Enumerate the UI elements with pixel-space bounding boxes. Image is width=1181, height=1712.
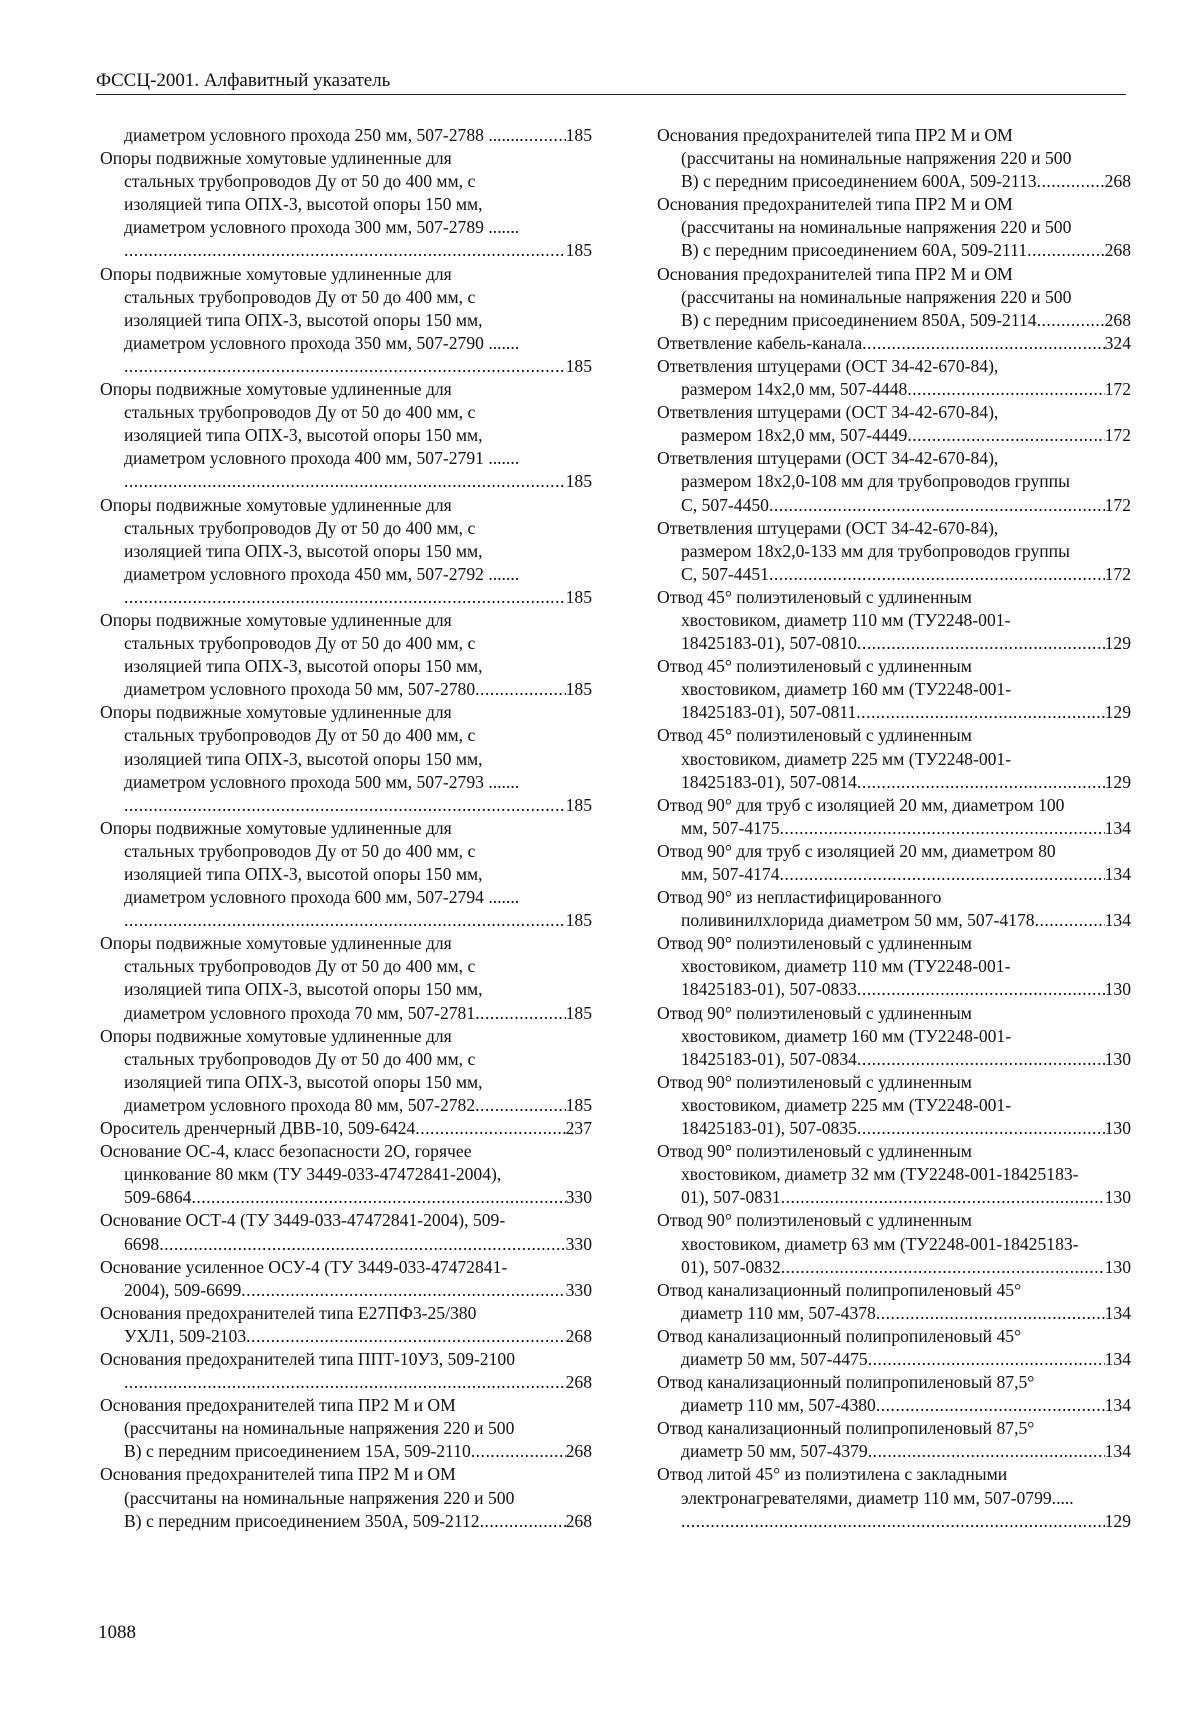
index-entry <box>657 1371 1131 1417</box>
entry-line: хвостовиком, диаметр 160 мм (ТУ2248-001- <box>681 679 1012 700</box>
leader-dots <box>475 678 565 701</box>
index-entry <box>100 1394 592 1463</box>
entry-text: 18425183-01), 507-0834 <box>681 1048 857 1069</box>
entry-text: диаметр 110 мм, 507-4378 <box>681 1302 876 1323</box>
entry-line: стальных трубопроводов Ду от 50 до 400 мм, с <box>124 633 476 654</box>
entry-line <box>657 1048 1131 1071</box>
entry-line: (рассчитаны на номинальные напряжения 220 и 500 <box>124 1487 515 1508</box>
entry-line <box>100 586 592 609</box>
page-ref: 330 <box>565 1279 592 1300</box>
page-ref: 134 <box>1104 1302 1131 1323</box>
page-ref: 129 <box>1104 633 1131 654</box>
entry-line: Основания предохранителей типа ПР2 М и ОМ <box>100 1464 456 1485</box>
index-entry <box>657 447 1131 516</box>
entry-line: стальных трубопроводов Ду от 50 до 400 мм, с <box>124 840 476 861</box>
entry-line <box>657 1440 1131 1463</box>
page-ref: 268 <box>565 1441 592 1462</box>
entry-line: изоляцией типа ОПХ-3, высотой опоры 150 мм, <box>124 194 483 215</box>
entry-line: Отвод литой 45° из полиэтилена с закладными <box>657 1464 1008 1485</box>
index-entry <box>657 1071 1131 1140</box>
leader-dots <box>780 817 1105 840</box>
index-entry <box>657 1140 1131 1209</box>
leader-dots <box>857 1117 1105 1140</box>
entry-line: Основания предохранителей типа ПР2 М и ОМ <box>657 263 1013 284</box>
entry-line: Отвод 90° полиэтиленовый с удлиненным <box>657 1002 972 1023</box>
entry-text: диаметр 50 мм, 507-4379 <box>681 1441 868 1462</box>
entry-line <box>657 309 1131 332</box>
left-column <box>100 124 592 1533</box>
leader-dots <box>246 1325 565 1348</box>
entry-line: размером 18х2,0-108 мм для трубопроводов группы <box>681 471 1070 492</box>
index-entry <box>100 1140 592 1209</box>
entry-text: Ороситель дренчерный ДВВ-10, 509-6424 <box>100 1118 416 1139</box>
entry-line <box>657 563 1131 586</box>
page-ref: 185 <box>565 910 592 931</box>
entry-line: (рассчитаны на номинальные напряжения 220 и 500 <box>681 286 1072 307</box>
entry-line: хвостовиком, диаметр 32 мм (ТУ2248-001-18425183- <box>681 1164 1079 1185</box>
entry-line: хвостовиком, диаметр 63 мм (ТУ2248-001-18425183- <box>681 1233 1079 1254</box>
entry-line <box>100 1279 592 1302</box>
leader-dots <box>471 1440 566 1463</box>
entry-text: 01), 507-0832 <box>681 1256 781 1277</box>
page-ref: 268 <box>1104 240 1131 261</box>
entry-line <box>100 470 592 493</box>
page-ref: 185 <box>565 471 592 492</box>
index-entry <box>657 655 1131 724</box>
page-ref: 129 <box>1104 1510 1131 1531</box>
entry-line: изоляцией типа ОПХ-3, высотой опоры 150 мм, <box>124 864 483 884</box>
entry-line <box>100 1440 592 1463</box>
entry-line: диаметром условного прохода 350 мм, 507-2790 ....... <box>124 332 520 353</box>
index-entry <box>657 1209 1131 1278</box>
entry-line: хвостовиком, диаметр 225 мм (ТУ2248-001- <box>681 748 1012 769</box>
entry-line: диаметром условного прохода 500 мм, 507-2793 ....... <box>124 771 520 792</box>
entry-text: В) с передним присоединением 15А, 509-2110 <box>124 1441 471 1462</box>
entry-line <box>657 863 1131 886</box>
entry-line: Ответвления штуцерами (ОСТ 34-42-670-84), <box>657 355 999 376</box>
entry-line: изоляцией типа ОПХ-3, высотой опоры 150 мм, <box>124 1071 483 1092</box>
entry-line <box>657 378 1131 401</box>
entry-line: размером 18х2,0-133 мм для трубопроводов группы <box>681 540 1070 561</box>
entry-line: Опоры подвижные хомутовые удлиненные для <box>100 702 452 723</box>
index-entry <box>657 586 1131 655</box>
entry-text: диаметр 110 мм, 507-4380 <box>681 1395 876 1416</box>
leader-dots <box>480 1510 566 1533</box>
index-entry <box>100 263 592 378</box>
entry-line: Опоры подвижные хомутовые удлиненные для <box>100 609 452 630</box>
entry-line <box>100 1117 592 1140</box>
leader-dots <box>191 1186 565 1209</box>
entry-line: Основание усиленное ОСУ-4 (ТУ 3449-033-47472841- <box>100 1256 508 1277</box>
entry-text: диаметром условного прохода 250 мм, 507-2788 ....... <box>124 125 520 145</box>
page-ref: 185 <box>565 679 592 700</box>
index-entry <box>100 1256 592 1302</box>
entry-text: 18425183-01), 507-0811 <box>681 702 857 723</box>
leader-dots <box>857 978 1105 1001</box>
index-entry <box>100 1348 592 1394</box>
entry-line: Опоры подвижные хомутовые удлиненные для <box>100 379 452 400</box>
entry-line: стальных трубопроводов Ду от 50 до 400 мм, с <box>124 725 476 746</box>
entry-text: 01), 507-0831 <box>681 1187 781 1208</box>
leader-dots <box>907 424 1104 447</box>
page-ref: 172 <box>1104 425 1131 446</box>
entry-line: Опоры подвижные хомутовые удлиненные для <box>100 933 452 954</box>
page-ref: 185 <box>565 794 592 815</box>
entry-line: стальных трубопроводов Ду от 50 до 400 мм, с <box>124 956 476 977</box>
index-entry <box>100 932 592 1024</box>
entry-line: Отвод канализационный полипропиленовый 45° <box>657 1279 1022 1300</box>
entry-line: Опоры подвижные хомутовые удлиненные для <box>100 817 452 838</box>
entry-text: В) с передним присоединением 60А, 509-2111 <box>681 240 1028 261</box>
page-ref: 172 <box>1104 379 1131 400</box>
entry-text: УХЛ1, 509-2103 <box>124 1325 247 1346</box>
leader-dots <box>868 1348 1105 1371</box>
page-ref: 330 <box>565 1233 592 1254</box>
entry-line <box>657 909 1131 932</box>
leader-dots <box>769 563 1105 586</box>
entry-line: Отвод 45° полиэтиленовый с удлиненным <box>657 586 972 607</box>
index-entry <box>100 1025 592 1117</box>
entry-line: Основание ОСТ-4 (ТУ 3449-033-47472841-2004), 509- <box>100 1210 506 1231</box>
entry-line: (рассчитаны на номинальные напряжения 220 и 500 <box>681 217 1072 238</box>
entry-line: Основания предохранителей типа ППТ-10У3, 509-2100 <box>100 1348 515 1369</box>
entry-line: хвостовиком, диаметр 110 мм (ТУ2248-001- <box>681 956 1011 977</box>
page-ref: 268 <box>565 1510 592 1531</box>
leader-dots <box>124 909 566 932</box>
leader-dots <box>781 1256 1105 1279</box>
entry-line <box>657 424 1131 447</box>
index-entry <box>100 147 592 262</box>
page-ref: 134 <box>1104 1395 1131 1416</box>
entry-text: С, 507-4451 <box>681 563 769 584</box>
entry-line: Отвод 90° полиэтиленовый с удлиненным <box>657 1141 972 1162</box>
leader-dots <box>907 378 1104 401</box>
leader-dots <box>862 332 1104 355</box>
entry-line <box>657 1302 1131 1325</box>
entry-line: Отвод 90° для труб с изоляцией 20 мм, диаметром 100 <box>657 794 1065 815</box>
page-ref: 130 <box>1104 979 1131 1000</box>
entry-line: стальных трубопроводов Ду от 50 до 400 мм, с <box>124 1048 476 1069</box>
leader-dots <box>876 1394 1105 1417</box>
page-ref: 185 <box>565 125 592 145</box>
entry-line <box>100 794 592 817</box>
entry-line <box>657 771 1131 794</box>
entry-line: изоляцией типа ОПХ-3, высотой опоры 150 мм, <box>124 656 483 677</box>
index-entry <box>657 794 1131 840</box>
entry-line: Ответвления штуцерами (ОСТ 34-42-670-84), <box>657 448 999 469</box>
page-ref: 324 <box>1104 332 1131 353</box>
entry-text: В) с передним присоединением 600А, 509-2113 <box>681 171 1037 192</box>
page-ref: 129 <box>1104 702 1131 723</box>
leader-dots <box>124 239 566 262</box>
page-ref: 130 <box>1104 1118 1131 1139</box>
entry-line: стальных трубопроводов Ду от 50 до 400 мм, с <box>124 402 476 423</box>
index-entry <box>657 193 1131 262</box>
entry-line: Основания предохранителей типа ПР2 М и ОМ <box>100 1395 456 1416</box>
leader-dots <box>124 794 566 817</box>
entry-line <box>100 1371 592 1394</box>
entry-text: 2004), 509-6699 <box>124 1279 242 1300</box>
entry-line <box>100 1094 592 1117</box>
leader-dots <box>475 1002 565 1025</box>
index-entry <box>100 1463 592 1532</box>
entry-line <box>100 1186 592 1209</box>
page-ref: 268 <box>565 1372 592 1393</box>
page-ref: 172 <box>1104 494 1131 515</box>
index-entry <box>100 1117 592 1140</box>
index-entry <box>657 332 1131 355</box>
entry-line: Основание ОС-4, класс безопасности 2О, горячее <box>100 1141 472 1162</box>
entry-line: Основания предохранителей типа ПР2 М и ОМ <box>657 194 1013 215</box>
entry-line: (рассчитаны на номинальные напряжения 220 и 500 <box>681 148 1072 169</box>
index-entry <box>100 1302 592 1348</box>
entry-line: Основания предохранителей типа ПР2 М и ОМ <box>657 125 1013 145</box>
index-entry <box>100 494 592 609</box>
leader-dots <box>857 1048 1105 1071</box>
index-entry <box>657 401 1131 447</box>
entry-line <box>657 632 1131 655</box>
index-entry <box>657 1463 1131 1532</box>
entry-line <box>657 701 1131 724</box>
entry-line <box>657 978 1131 1001</box>
leader-dots <box>241 1279 565 1302</box>
entry-line: стальных трубопроводов Ду от 50 до 400 мм, с <box>124 286 476 307</box>
index-entry <box>657 263 1131 332</box>
entry-line <box>657 170 1131 193</box>
index-entry <box>657 932 1131 1001</box>
page-ref: 130 <box>1104 1256 1131 1277</box>
entry-line: диаметром условного прохода 300 мм, 507-2789 ....... <box>124 217 520 238</box>
page-ref: 134 <box>1104 910 1131 931</box>
entry-line <box>100 1510 592 1533</box>
entry-text: мм, 507-4175 <box>681 817 780 838</box>
entry-text: 18425183-01), 507-0810 <box>681 633 857 654</box>
leader-dots <box>1035 909 1105 932</box>
entry-line: стальных трубопроводов Ду от 50 до 400 мм, с <box>124 517 476 538</box>
entry-line: электронагревателями, диаметр 110 мм, 507-0799..... <box>681 1487 1074 1508</box>
entry-line <box>100 678 592 701</box>
entry-line: (рассчитаны на номинальные напряжения 220 и 500 <box>124 1418 515 1439</box>
leader-dots <box>1037 170 1105 193</box>
entry-text: С, 507-4450 <box>681 494 769 515</box>
page-ref: 129 <box>1104 771 1131 792</box>
entry-line <box>657 494 1131 517</box>
entry-line <box>657 1348 1131 1371</box>
entry-line <box>100 355 592 378</box>
entry-line: Отвод 90° полиэтиленовый с удлиненным <box>657 1210 972 1231</box>
entry-line: Отвод канализационный полипропиленовый 45° <box>657 1325 1022 1346</box>
entry-line: Отвод 90° из непластифицированного <box>657 887 942 908</box>
entry-line: Опоры подвижные хомутовые удлиненные для <box>100 494 452 515</box>
entry-line: Ответвления штуцерами (ОСТ 34-42-670-84), <box>657 402 999 423</box>
leader-dots <box>681 1510 1105 1533</box>
index-entry <box>100 701 592 816</box>
entry-line: изоляцией типа ОПХ-3, высотой опоры 150 мм, <box>124 748 483 769</box>
page-ref: 237 <box>565 1118 592 1139</box>
leader-dots <box>124 1371 566 1394</box>
index-entry <box>657 355 1131 401</box>
entry-line: Опоры подвижные хомутовые удлиненные для <box>100 148 452 169</box>
entry-line: Опоры подвижные хомутовые удлиненные для <box>100 1025 452 1046</box>
leader-dots <box>519 124 565 147</box>
index-entry <box>657 1325 1131 1371</box>
running-header: ФССЦ-2001. Алфавитный указатель <box>96 70 1126 95</box>
entry-line: изоляцией типа ОПХ-3, высотой опоры 150 мм, <box>124 425 483 446</box>
leader-dots <box>124 355 566 378</box>
entry-line: хвостовиком, диаметр 110 мм (ТУ2248-001- <box>681 609 1011 630</box>
leader-dots <box>868 1440 1105 1463</box>
entry-line: стальных трубопроводов Ду от 50 до 400 мм, с <box>124 171 476 192</box>
entry-line <box>657 332 1131 355</box>
page-ref: 130 <box>1104 1048 1131 1069</box>
entry-text: В) с передним присоединением 850А, 509-2114 <box>681 309 1037 330</box>
leader-dots <box>1037 309 1105 332</box>
entry-text: размером 14х2,0 мм, 507-4448 <box>681 379 908 400</box>
page-ref: 134 <box>1104 1441 1131 1462</box>
leader-dots <box>876 1302 1105 1325</box>
entry-line: Отвод 90° для труб с изоляцией 20 мм, диаметром 80 <box>657 840 1056 861</box>
page-ref: 185 <box>565 1002 592 1023</box>
entry-line <box>657 1256 1131 1279</box>
entry-line: диаметром условного прохода 600 мм, 507-2794 ....... <box>124 887 520 908</box>
entry-line: цинкование 80 мкм (ТУ 3449-033-47472841-2004), <box>124 1164 502 1185</box>
right-column <box>657 124 1131 1533</box>
leader-dots <box>857 771 1105 794</box>
entry-line <box>100 239 592 262</box>
page-ref: 268 <box>1104 171 1131 192</box>
leader-dots <box>415 1117 565 1140</box>
entry-text: диаметр 50 мм, 507-4475 <box>681 1348 868 1369</box>
entry-text: 18425183-01), 507-0833 <box>681 979 857 1000</box>
entry-line: хвостовиком, диаметр 225 мм (ТУ2248-001- <box>681 1094 1012 1115</box>
entry-text: мм, 507-4174 <box>681 864 780 884</box>
index-entry <box>657 517 1131 586</box>
entry-line: Отвод 45° полиэтиленовый с удлиненным <box>657 725 972 746</box>
entry-line <box>657 1186 1131 1209</box>
page-ref: 185 <box>565 240 592 261</box>
entry-line: Ответвления штуцерами (ОСТ 34-42-670-84), <box>657 517 999 538</box>
entry-text: диаметром условного прохода 50 мм, 507-2780 <box>124 679 476 700</box>
entry-line: изоляцией типа ОПХ-3, высотой опоры 150 мм, <box>124 979 483 1000</box>
index-entry <box>657 1002 1131 1071</box>
entry-line <box>657 1117 1131 1140</box>
page-ref: 172 <box>1104 563 1131 584</box>
index-entry <box>657 1279 1131 1325</box>
index-entry <box>657 724 1131 793</box>
index-entry <box>100 124 592 147</box>
page-number: 1088 <box>98 1622 136 1643</box>
index-entry <box>100 609 592 701</box>
entry-text: диаметром условного прохода 70 мм, 507-2781 <box>124 1002 476 1023</box>
leader-dots <box>475 1094 565 1117</box>
entry-line: Отвод 45° полиэтиленовый с удлиненным <box>657 656 972 677</box>
leader-dots <box>857 632 1105 655</box>
page-ref: 185 <box>565 1094 592 1115</box>
leader-dots <box>856 701 1104 724</box>
entry-line: Отвод канализационный полипропиленовый 87,5° <box>657 1418 1035 1439</box>
leader-dots <box>781 1186 1105 1209</box>
entry-text: 18425183-01), 507-0814 <box>681 771 857 792</box>
entry-text: 509-6864 <box>124 1187 192 1208</box>
page-ref: 134 <box>1104 817 1131 838</box>
leader-dots <box>1027 239 1104 262</box>
entry-text: В) с передним присоединением 350А, 509-2112 <box>124 1510 480 1531</box>
entry-text: диаметром условного прохода 80 мм, 507-2782 <box>124 1094 476 1115</box>
leader-dots <box>124 470 566 493</box>
entry-line <box>100 909 592 932</box>
entry-line <box>100 1325 592 1348</box>
leader-dots <box>780 863 1105 886</box>
index-entry <box>657 124 1131 193</box>
page-ref: 330 <box>565 1187 592 1208</box>
page-ref: 268 <box>1104 309 1131 330</box>
leader-dots <box>159 1233 565 1256</box>
entry-line: диаметром условного прохода 450 мм, 507-2792 ....... <box>124 563 520 584</box>
page-ref: 134 <box>1104 1348 1131 1369</box>
page-ref: 134 <box>1104 864 1131 884</box>
entry-line: Отвод 90° полиэтиленовый с удлиненным <box>657 933 972 954</box>
entry-line: диаметром условного прохода 400 мм, 507-2791 ....... <box>124 448 520 469</box>
entry-text: поливинилхлорида диаметром 50 мм, 507-4178 <box>681 910 1035 931</box>
entry-line: хвостовиком, диаметр 160 мм (ТУ2248-001- <box>681 1025 1012 1046</box>
page-ref: 130 <box>1104 1187 1131 1208</box>
entry-line <box>657 1394 1131 1417</box>
entry-line: изоляцией типа ОПХ-3, высотой опоры 150 мм, <box>124 540 483 561</box>
entry-text: размером 18х2,0 мм, 507-4449 <box>681 425 908 446</box>
leader-dots <box>124 586 566 609</box>
entry-line <box>100 124 592 147</box>
index-entry <box>657 1417 1131 1463</box>
entry-line: Отвод 90° полиэтиленовый с удлиненным <box>657 1071 972 1092</box>
entry-line <box>657 239 1131 262</box>
entry-text: 6698 <box>124 1233 160 1254</box>
index-entry <box>100 817 592 932</box>
entry-line <box>100 1002 592 1025</box>
entry-text: 18425183-01), 507-0835 <box>681 1118 857 1139</box>
entry-line <box>657 1510 1131 1533</box>
index-entry <box>657 886 1131 932</box>
entry-line: Опоры подвижные хомутовые удлиненные для <box>100 263 452 284</box>
index-entry <box>100 378 592 493</box>
entry-line: Основания предохранителей типа Е27ПФ3-25/380 <box>100 1302 477 1323</box>
page-ref: 268 <box>565 1325 592 1346</box>
entry-line <box>657 817 1131 840</box>
entry-line: изоляцией типа ОПХ-3, высотой опоры 150 мм, <box>124 309 483 330</box>
page-ref: 185 <box>565 586 592 607</box>
entry-text: Ответвление кабель-канала <box>657 332 863 353</box>
entry-line: Отвод канализационный полипропиленовый 87,5° <box>657 1372 1035 1393</box>
entry-line <box>100 1233 592 1256</box>
page-ref: 185 <box>565 355 592 376</box>
index-entry <box>100 1209 592 1255</box>
index-entry <box>657 840 1131 886</box>
leader-dots <box>769 494 1105 517</box>
